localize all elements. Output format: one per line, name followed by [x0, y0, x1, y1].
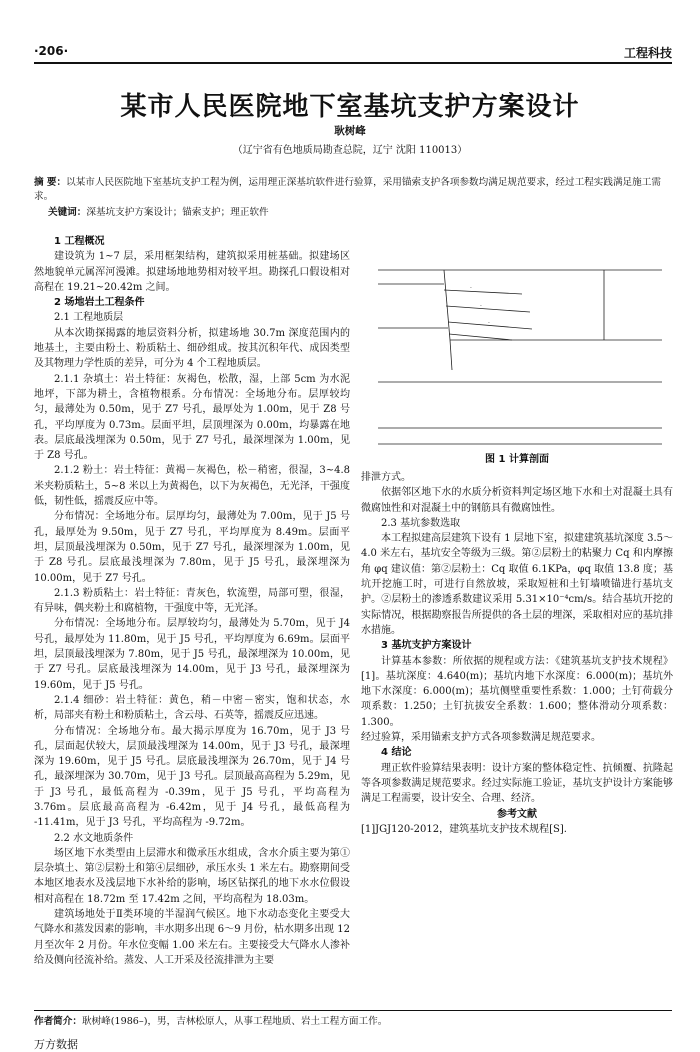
- paragraph: 2.1.4 细砂：岩土特征：黄色，稍－中密－密实，饱和状态，水析，局部夹有粉土和粉质粘土，含云母、石英等，摇震反应迅速。: [34, 694, 350, 722]
- paragraph: 理正软件验算结果表明：设计方案的整体稳定性、抗倾覆、抗隆起等各项参数满足规范要求。经过实际施工验证，基坑支护设计方案能够满足工程需要，设计安全、合理、经济。: [361, 762, 673, 805]
- reference-item: [1]JGJ120-2012，建筑基坑支护技术规程[S].: [361, 823, 567, 835]
- subsection-heading: 2.3 基坑参数选取: [381, 517, 461, 529]
- keywords-text: 深基坑支护方案设计；锚索支护；理正软件: [86, 207, 269, 218]
- paragraph: 依据邻区地下水的水质分析资料判定场区地下水和土对混凝土具有微腐蚀性和对混凝土中的钢筋具有微腐蚀性。: [361, 487, 673, 514]
- keywords-label: 关键词：: [48, 207, 87, 218]
- author-bio-label: 作者简介：: [34, 1016, 82, 1027]
- paragraph: 排泄方式。: [361, 472, 411, 483]
- paper-affiliation: （辽宁省有色地质局勘查总院，辽宁 沈阳 110013）: [232, 145, 468, 156]
- paragraph: 2.1.3 粉质粘土：岩土特征：青灰色，软流塑，局部可塑，很湿，有异味，偶夹粉土和腐植物，干强度中等，无光泽。: [34, 587, 350, 615]
- anchor: [449, 334, 512, 340]
- header-rule: [34, 62, 672, 64]
- left-column: [34, 234, 350, 968]
- paragraph: 计算基本参数：所依据的规程或方法：《建筑基坑支护技术规程》[1]。基坑深度：4.640(m)；基坑内地下水深度：6.000(m)；基坑外地下水深度：6.000(m)；基坑侧壁重要性系数：1.000；土钉荷载分项系数：1.250；土钉抗拔安全系数：1.600；整体滑动分项系数：1.300。: [361, 655, 673, 728]
- anchor: [448, 322, 532, 329]
- paragraph: 场区地下水类型由上层滞水和微承压水组成，含水介质主要为第①层杂填土、第②层粉土和第④层细砂，承压水头 1 米左右。勘察期间受本地区地表水及浅层地下水补给的影响，场区钻探孔的地下水水位假设相对高程在 18.72m 至 17.42m 之间，平均高程为 18.03m。: [34, 847, 350, 905]
- excavation-wall: [444, 270, 450, 340]
- author-bio: [34, 1015, 672, 1029]
- journal-name: 工程科技: [623, 46, 672, 60]
- paragraph: 分布情况：全场地分布。最大揭示厚度为 16.70m，见于 J3 号孔，层面起伏较大，层顶最浅埋深为 14.00m，见于 J3 号孔，最深埋深为 19.60m，见于 J5 号孔。层底最浅埋深为 26.70m，见于 J4 号孔，最深埋深为 30.70m，见于 J3 号孔。层顶最高高程为 5.29m，见于 J3 号孔，最低高程为 -0.39m，见于 J5 号孔，平均高程为 3.76m。层底最高高程为 -6.42m，见于 J4 号孔，最低高程为 -11.41m，见于 J3 号孔，平均高程为 -9.72m。: [34, 725, 350, 829]
- paper-title: 某市人民医院地下室基坑支护方案设计: [120, 92, 580, 122]
- paragraph: 分布情况：全场地分布。层厚较均匀，最薄处为 5.70m，见于 J4 号孔，最厚处为 11.80m，见于 J5 号孔，平均厚度为 6.69m。层面平坦，层顶最浅埋深为 7.80m，见于 J5 号孔，最深埋深为 10.00m，见于 Z7 号孔。层底最浅埋深为 14.00m，见于 J3 号孔，最深埋深为 19.60m，见于 J5 号孔。: [34, 618, 350, 691]
- page-number: ·206·: [34, 44, 69, 58]
- abstract-text: 以某市人民医院地下室基坑支护工程为例，运用理正深基坑软件进行验算，采用锚索支护各项参数均满足规范要求，经过工程实践满足施工需求。: [34, 177, 661, 202]
- paragraph: 经过验算，采用锚索支护方式各项参数满足规范要求。: [361, 732, 601, 744]
- anchor: [444, 290, 522, 294]
- section-heading: 1 工程概况: [54, 236, 105, 247]
- paragraph: 分布情况：全场地分布。层厚均匀，最薄处为 7.00m，见于 J5 号孔，最厚处为 9.50m，见于 Z7 号孔，平均厚度为 8.49m。层面平坦，层顶最浅埋深为 0.50m，见于 Z7 号孔，最深埋深为 1.00m，见于 Z8 号孔。层底最浅埋深为 7.80m，见于 J5 号孔，最深埋深为 10.00m，见于 Z7 号孔。: [34, 511, 350, 584]
- section-heading: 4 结论: [381, 747, 412, 759]
- figure-mark: ·: [470, 285, 472, 292]
- subsection-heading: 2.1 工程地质层: [54, 312, 124, 324]
- abstract: [34, 176, 672, 204]
- figure-mark: ·: [488, 320, 490, 327]
- figure-mark: ·: [480, 303, 482, 310]
- subsection-heading: 2.2 水文地质条件: [54, 832, 134, 844]
- figure-caption: 图 1 计算剖面: [485, 454, 549, 465]
- running-header: [34, 44, 672, 62]
- paragraph: 建筑场地处于Ⅱ类环境的半湿润气候区。地下水动态变化主要受大气降水和蒸发因素的影响，丰水期多出现 6～9 月份，枯水期多出现 12 月至次年 2 月份。年水位变幅 1.00 米左右。主要接受大气降水人渗补给及侧向径流补给。蒸发、人工开采及径流排泄为主要: [34, 909, 350, 966]
- section-heading: 3 基坑支护方案设计: [381, 640, 472, 652]
- section-heading: 2 场地岩土工程条件: [54, 297, 145, 309]
- author-bio-text: 耿树峰(1986–)，男，吉林松原人，从事工程地质、岩土工程方面工作。: [81, 1016, 388, 1027]
- watermark: 万方数据: [34, 1038, 78, 1051]
- paragraph: 从本次勘探揭露的地层资料分析，拟建场地 30.7m 深度范围内的地基土，主要由粉土、粉质粘土、细砂组成。按其沉积年代、成因类型及其物理力学性质的差异，可分为 4 个工程地质层。: [34, 327, 350, 370]
- calculation-section-figure: [372, 232, 668, 450]
- keywords: [48, 206, 672, 220]
- anchor: [446, 306, 530, 312]
- paragraph: 本工程拟建高层建筑下设有 1 层地下室，拟建建筑基坑深度 3.5～4.0 米左右，基坑安全等级为三级。第②层粉土的粘聚力 Cq 和内摩擦角 φq 建议值：第②层粉土：Cq 取值 6.1KPa，φq 取值 13.8 度；基坑开挖施工时，可进行自然放坡，采取短桩和土钉墙喷锚进行基坑支护。②层粉土的渗透系数建议采用 5.31×10⁻⁴cm/s。结合基坑开挖的实际情况，根据勘察报告所提供的各土层的埋深，采取相对应的基坑排水措施。: [361, 533, 673, 636]
- paragraph: 2.1.1 杂填土：岩土特征：灰褐色，松散，湿，上部 5cm 为水泥地坪，下部为耕土，含植物根系。分布情况：全场地分布。层厚较均匀，最薄处为 0.50m，见于 Z7 号孔，最厚处为 1.00m，见于 Z8 号孔，平均厚度为 0.73m。层面平坦，层顶埋深为 0.00m，均暴露在地表。层底最浅埋深为 0.50m，见于 Z7 号孔，最深埋深为 1.00m，见于 Z8 号孔。: [34, 373, 350, 462]
- paper-author: 耿树峰: [334, 125, 366, 137]
- references-heading: 参考文献: [497, 808, 537, 820]
- paragraph: 2.1.2 粉土：岩土特征：黄褐－灰褐色，松－稍密，很湿，3~4.8 米夹粉质粘土，5~8 米以上为黄褐色，以下为灰褐色，无光泽，干强度低，韧性低，摇震反应中等。: [34, 465, 350, 508]
- footer-rule: [34, 1010, 672, 1011]
- right-column: [361, 470, 673, 837]
- paragraph: 建设筑为 1~7 层，采用框架结构，建筑拟采用桩基础。拟建场区然地貌单元属浑河漫滩。拟建场地地势相对较平坦。勘探孔口假设相对高程在 19.21~20.42m 之间。: [34, 251, 350, 293]
- abstract-label: 摘 要：: [34, 177, 67, 188]
- pile: [450, 340, 452, 370]
